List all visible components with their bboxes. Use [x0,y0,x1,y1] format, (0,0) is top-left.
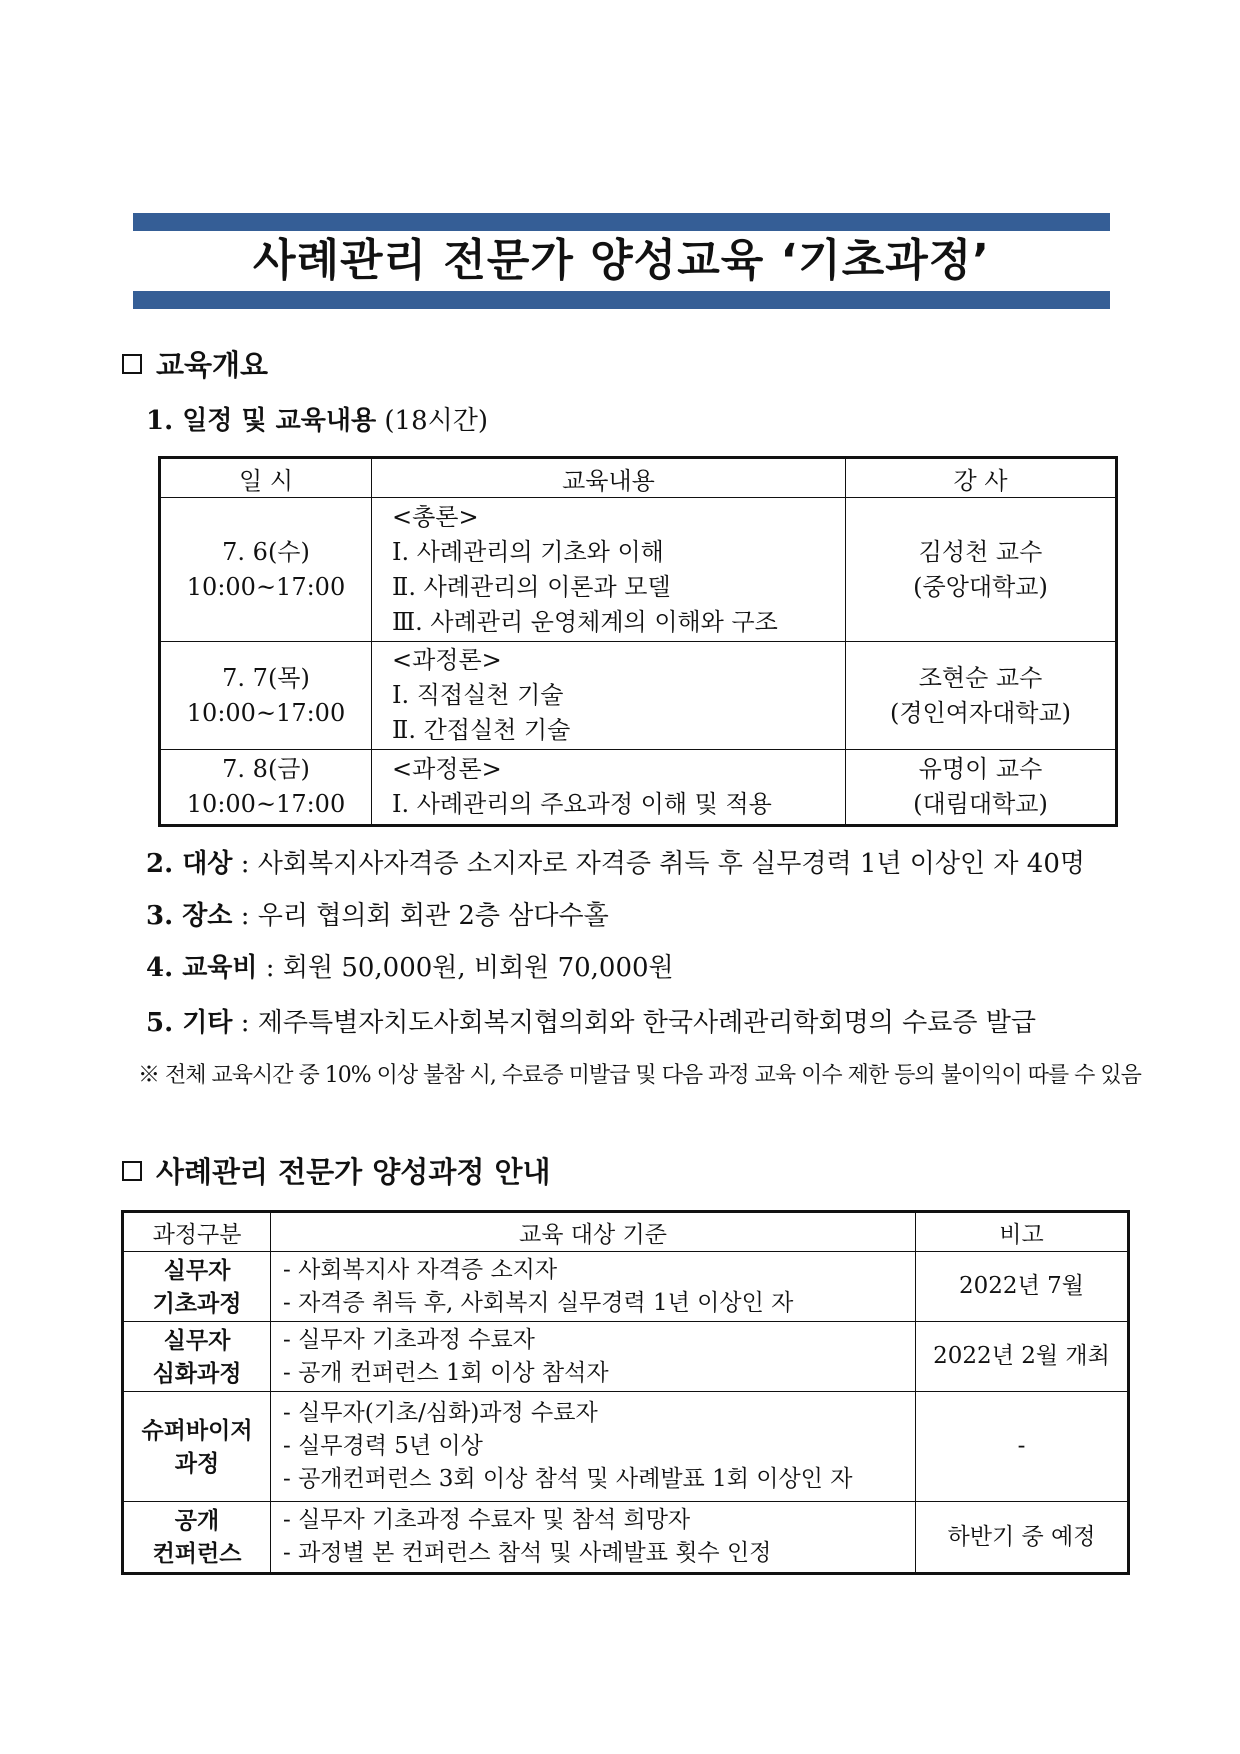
info-label: 2. 대상 [146,849,233,879]
title-bar-top [133,213,1110,231]
schedule-subheading-label: 1. 일정 및 교육내용 [146,406,377,436]
content-cell [372,642,846,750]
table-row [123,1502,1129,1574]
content-line: <과정론> [392,755,502,783]
content-line: Ⅱ. 간접실천 기술 [392,716,571,744]
info-label: 4. 교육비 [146,953,258,983]
course-name-line: 실무자 [163,1326,231,1354]
section-heading-label: 교육개요 [156,348,269,382]
course-name-line: 과정 [174,1449,220,1477]
lecturer-affiliation: (경인여자대학교) [889,698,1071,727]
criteria-line: - 과정별 본 컨퍼런스 참석 및 사례발표 횟수 인정 [283,1540,772,1566]
course-name-line: 컨퍼런스 [152,1540,242,1567]
table-row [160,750,1117,826]
lecturer-name: 김성천 교수 [918,537,1043,566]
lecturer-name: 조현순 교수 [918,663,1043,692]
course-cell [123,1502,271,1574]
course-name-line: 기초과정 [152,1289,242,1317]
lecturer-name: 유명이 교수 [918,755,1043,783]
info-other [146,1002,1036,1039]
criteria-line: - 자격증 취득 후, 사회복지 실무경력 1년 이상인 자 [283,1289,794,1316]
remark-cell: 하반기 중 예정 [916,1502,1129,1574]
course-name-line: 공개 [174,1507,220,1534]
title-banner [133,213,1110,309]
info-text: : 회원 50,000원, 비회원 70,000원 [257,953,674,983]
info-text: : 제주특별자치도사회복지협의회와 한국사례관리학회명의 수료증 발급 [232,1008,1037,1038]
table-header-row [160,458,1117,498]
column-header: 일 시 [160,458,372,498]
criteria-cell [271,1252,916,1322]
criteria-cell [271,1392,916,1502]
session-time: 10:00~17:00 [186,790,346,818]
lecturer-cell [846,498,1117,642]
session-date: 7. 6(수) [222,537,310,566]
table-row [160,498,1117,642]
content-line: <과정론> [392,646,502,674]
criteria-line: - 실무자(기초/심화)과정 수료자 [283,1400,598,1426]
date-cell [160,642,372,750]
content-line: <총론> [392,502,479,531]
table-header-row [123,1212,1129,1252]
session-date: 7. 8(금) [222,755,310,783]
schedule-subheading [146,400,488,437]
info-location [146,895,609,932]
lecturer-cell [846,750,1117,826]
info-label: 3. 장소 [146,901,233,931]
criteria-line: - 실무자 기초과정 수료자 및 참석 희망자 [283,1507,691,1533]
course-cell [123,1322,271,1392]
course-cell [123,1252,271,1322]
column-header: 교육내용 [372,458,846,498]
section-heading-courses [122,1150,550,1191]
criteria-line: - 공개 컨퍼런스 1회 이상 참석자 [283,1359,609,1386]
session-date: 7. 7(목) [222,663,310,692]
session-time: 10:00~17:00 [186,698,346,727]
section-heading-label: 사례관리 전문가 양성과정 안내 [156,1155,551,1189]
criteria-line: - 공개컨퍼런스 3회 이상 참석 및 사례발표 1회 이상인 자 [283,1466,853,1492]
remark-cell: 2022년 2월 개최 [916,1322,1129,1392]
lecturer-affiliation: (중앙대학교) [913,572,1048,601]
course-name-line: 실무자 [163,1256,231,1284]
info-fee [146,947,674,984]
criteria-line: - 실무자 기초과정 수료자 [283,1326,535,1353]
title-bar-bottom [133,291,1110,309]
content-line: Ⅰ. 직접실천 기술 [392,681,564,709]
course-name-line: 심화과정 [152,1359,242,1387]
table-row [123,1392,1129,1502]
column-header: 교육 대상 기준 [271,1212,916,1252]
date-cell [160,750,372,826]
content-line: Ⅰ. 사례관리의 기초와 이해 [392,537,664,566]
section-heading-overview [122,343,268,384]
content-cell [372,750,846,826]
criteria-cell [271,1322,916,1392]
column-header: 과정구분 [123,1212,271,1252]
info-text: : 사회복지사자격증 소지자로 자격증 취득 후 실무경력 1년 이상인 자 40명 [232,849,1085,879]
criteria-cell [271,1502,916,1574]
course-name-line: 슈퍼바이저 [141,1416,253,1444]
schedule-subheading-hours: (18시간) [376,406,488,436]
criteria-line: - 사회복지사 자격증 소지자 [283,1256,558,1283]
checkbox-square-icon [122,354,142,374]
remark-cell: - [916,1392,1129,1502]
lecturer-affiliation: (대림대학교) [913,790,1048,818]
lecturer-cell [846,642,1117,750]
content-cell [372,498,846,642]
column-header: 강 사 [846,458,1117,498]
table-row [160,642,1117,750]
remark-cell: 2022년 7월 [916,1252,1129,1322]
content-line: Ⅱ. 사례관리의 이론과 모델 [392,572,671,601]
attendance-note: ※ 전체 교육시간 중 10% 이상 불참 시, 수료증 미발급 및 다음 과정 교육 이수 제한 등의 불이익이 따를 수 있음 [138,1063,1141,1088]
table-row [123,1322,1129,1392]
info-text: : 우리 협의회 회관 2층 삼다수홀 [232,901,609,931]
schedule-table [158,456,1118,827]
info-label: 5. 기타 [146,1008,233,1038]
info-target [146,843,1085,880]
criteria-line: - 실무경력 5년 이상 [283,1433,483,1459]
course-table [121,1210,1130,1575]
session-time: 10:00~17:00 [186,572,346,601]
page-title: 사례관리 전문가 양성교육 ‘기초과정’ [253,235,990,286]
course-cell [123,1392,271,1502]
table-row [123,1252,1129,1322]
content-line: Ⅰ. 사례관리의 주요과정 이해 및 적용 [392,790,772,818]
content-line: Ⅲ. 사례관리 운영체계의 이해와 구조 [392,607,778,636]
checkbox-square-icon [122,1161,142,1181]
column-header: 비고 [916,1212,1129,1252]
date-cell [160,498,372,642]
